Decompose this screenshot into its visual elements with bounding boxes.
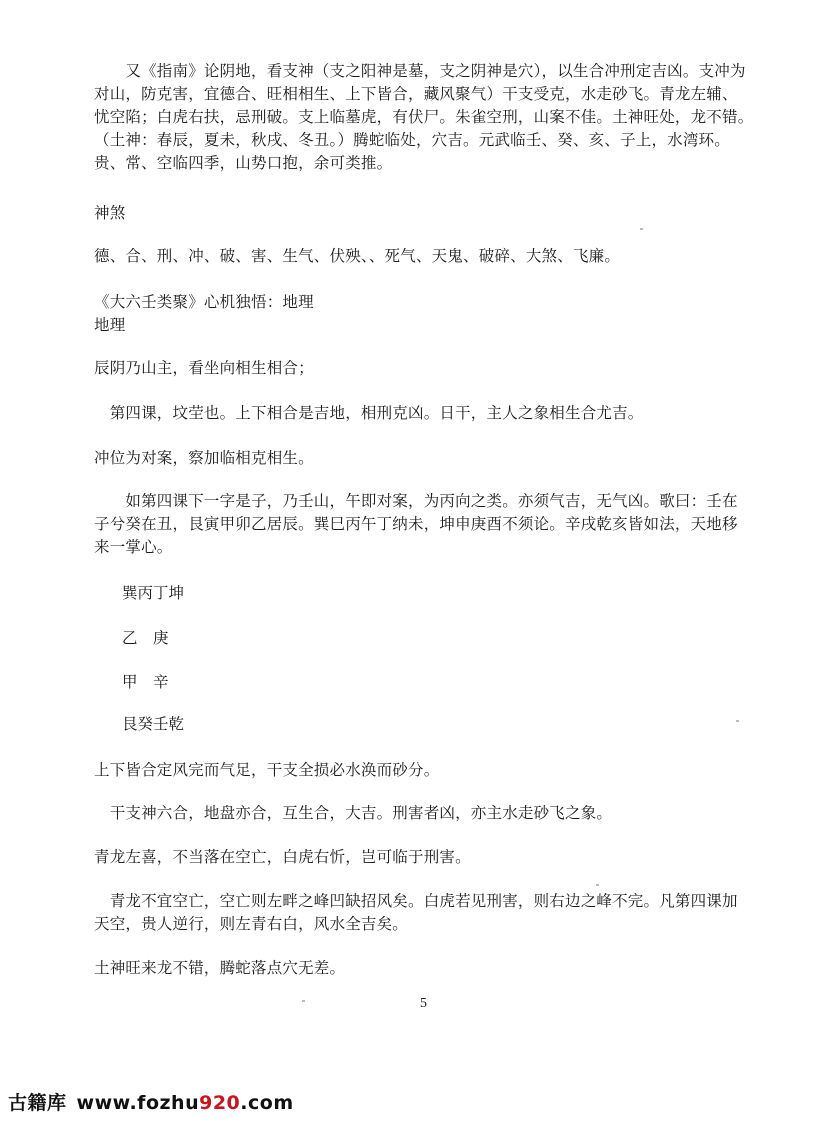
text-line: 青龙不宜空亡，空亡则左畔之峰凹缺招风矣。白虎若见刑害，则右边之峰不完。凡第四课加: [94, 892, 738, 910]
text-line: 贵、常、空临四季，山势口抱，余可类推。: [94, 154, 393, 172]
verse-line: 上下皆合定风完而气足，干支全损必水涣而砂分。: [94, 761, 440, 779]
text-line: 来一掌心。: [94, 538, 173, 556]
trigram-row: 乙 庚: [122, 629, 169, 647]
commentary-line: 第四课，坟茔也。上下相合是吉地，相刑克凶。日干，主人之象相生合尤吉。: [94, 404, 644, 422]
page-number: 5: [420, 996, 427, 1011]
site-watermark: [8, 1088, 294, 1115]
text-line: 又《指南》论阴地，看支神（支之阳神是墓，支之阴神是穴），以生合冲刑定吉凶。支冲为: [94, 62, 746, 80]
scan-speck: [302, 1000, 305, 1002]
heading-dili: 地理: [94, 316, 126, 334]
paragraph-song: [94, 490, 766, 559]
text-line: （土神：春辰，夏未，秋戌、冬丑。）腾蛇临处，穴吉。元武临壬、癸、亥、子上，水湾环。: [94, 131, 730, 149]
text-line: 天空，贵人逆行，则左青右白，风水全吉矣。: [94, 915, 409, 933]
trigram-row: 艮癸壬乾: [122, 715, 185, 733]
watermark-brand: 古籍库: [8, 1092, 67, 1114]
paragraph-qinglong: [94, 890, 766, 936]
verse-line: 冲位为对案，察加临相克相生。: [94, 449, 314, 467]
watermark-url-suffix: .com: [240, 1092, 294, 1114]
watermark-url-number: 920: [199, 1092, 241, 1114]
scan-speck: [736, 720, 739, 722]
book-title: 《大六壬类聚》心机独悟：地理: [94, 293, 314, 311]
shensha-list: 德、合、刑、冲、破、害、生气、伏殃、、死气、天鬼、破碎、大煞、飞廉。: [94, 247, 621, 265]
paragraph-zhinan: [94, 60, 766, 175]
commentary-line: 干支神六合，地盘亦合，互生合，大吉。刑害者凶，亦主水走砂飞之象。: [94, 804, 613, 822]
scan-speck: [596, 884, 599, 886]
verse-line: 辰阴乃山主，看坐向相生相合；: [94, 359, 314, 377]
trigram-row: 甲 辛: [122, 673, 169, 691]
verse-line: 青龙左喜，不当落在空亡，白虎右忻，岂可临于刑害。: [94, 848, 471, 866]
text-line: 子兮癸在丑，艮寅甲卯乙居辰。巽巳丙午丁纳未，坤申庚酉不须论。辛戌乾亥皆如法，天地移: [94, 515, 738, 533]
verse-line: 土神旺来龙不错，腾蛇落点穴无差。: [94, 959, 346, 977]
heading-shensha: 神煞: [94, 204, 126, 222]
watermark-url-prefix: www.fozhu: [76, 1092, 200, 1114]
text-line: 如第四课下一字是子，乃壬山，午即对案，为丙向之类。亦须气吉，无气凶。歌曰：壬在: [94, 492, 738, 510]
text-line: 对山，防克害，宜德合、旺相相生、上下皆合，藏风聚气）干支受克，水走砂飞。青龙左辅、: [94, 85, 738, 103]
text-line: 忧空陷；白虎右扶，忌刑破。支上临墓虎，有伏尸。朱雀空刑，山案不佳。土神旺处，龙不错。: [94, 108, 754, 126]
trigram-row: 巽丙丁坤: [122, 584, 185, 602]
scan-speck: [640, 228, 643, 230]
